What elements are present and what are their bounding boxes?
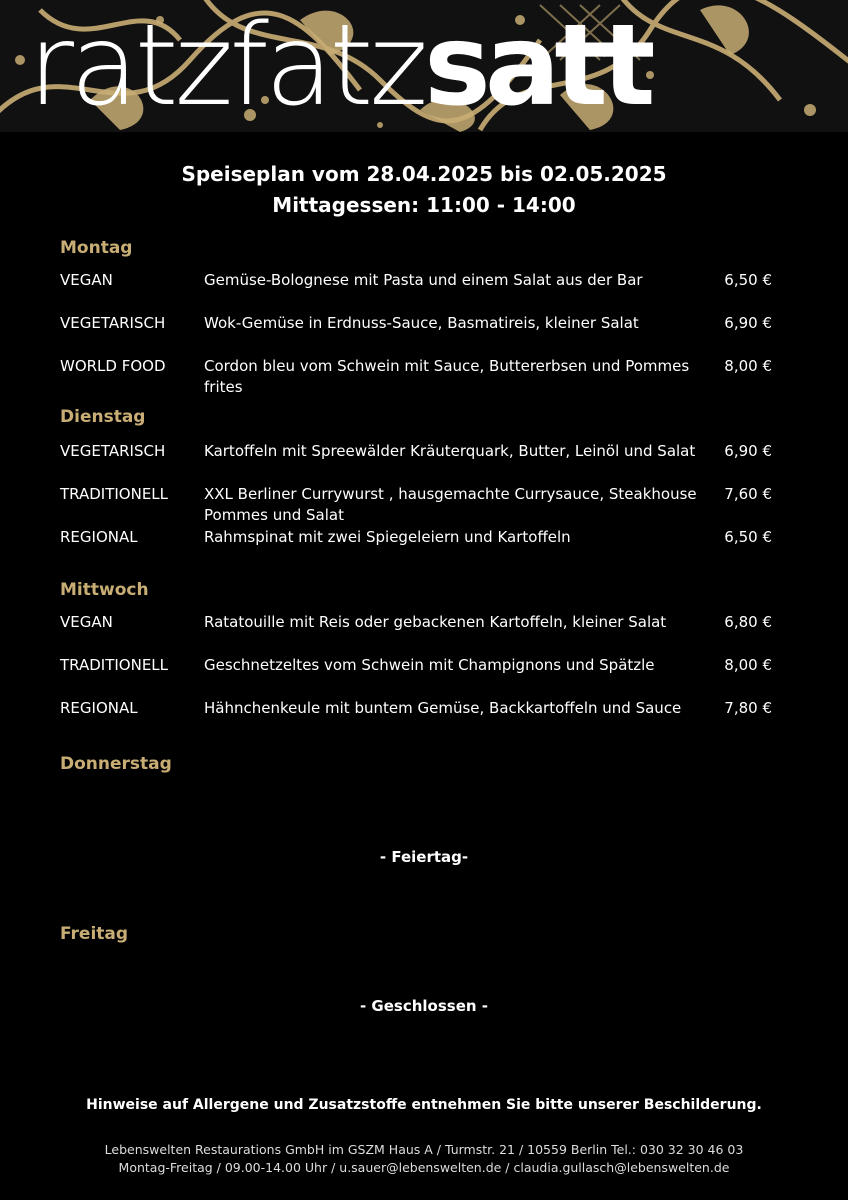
menu-item-category: VEGAN <box>60 613 113 631</box>
menu-item-dish: Wok-Gemüse in Erdnuss-Sauce, Basmatireis, kleiner Salat <box>204 314 639 332</box>
day-heading-thursday: Donnerstag <box>60 754 172 774</box>
brand-logo <box>28 1 650 131</box>
menu-item-price: 6,80 € <box>724 613 772 631</box>
menu-item-category: WORLD FOOD <box>60 357 166 375</box>
day-heading-tuesday: Dienstag <box>60 407 146 427</box>
menu-item-category: TRADITIONELL <box>60 485 169 503</box>
allergen-note: Hinweise auf Allergene und Zusatzstoffe entnehmen Sie bitte unserer Beschilderung. <box>86 1097 762 1113</box>
menu-item-price: 6,90 € <box>724 442 772 460</box>
menu-item-dish: Rahmspinat mit zwei Spiegeleiern und Kartoffeln <box>204 528 571 546</box>
header-banner <box>0 0 848 132</box>
menu-item-price: 6,50 € <box>724 271 772 289</box>
logo-text-satt: satt <box>424 1 650 131</box>
menu-item-dish: Ratatouille mit Reis oder gebackenen Kartoffeln, kleiner Salat <box>204 613 667 631</box>
menu-item-category: VEGETARISCH <box>60 314 166 332</box>
menu-item-category: REGIONAL <box>60 699 138 717</box>
menu-item-price: 8,00 € <box>724 656 772 674</box>
day-heading-wednesday: Mittwoch <box>60 580 149 600</box>
logo-text-ratzfatz: ratzfatz <box>28 1 425 131</box>
menu-item-category: VEGETARISCH <box>60 442 166 460</box>
menu-item-dish: Geschnetzeltes vom Schwein mit Champignons und Spätzle <box>204 656 655 674</box>
menu-item-price: 7,60 € <box>724 485 772 503</box>
day-heading-friday: Freitag <box>60 924 129 944</box>
menu-item-price: 8,00 € <box>724 357 772 375</box>
lunch-hours: Mittagessen: 11:00 - 14:00 <box>272 193 576 217</box>
menu-item-category: REGIONAL <box>60 528 138 546</box>
menu-item-category: VEGAN <box>60 271 113 289</box>
menu-item-dish: XXL Berliner Currywurst , hausgemachte Currysauce, Steakhouse Pommes und Salat <box>204 485 697 524</box>
menu-item-dish: Gemüse-Bolognese mit Pasta und einem Salat aus der Bar <box>204 271 643 289</box>
menu-item-price: 7,80 € <box>724 699 772 717</box>
menu-item-category: TRADITIONELL <box>60 656 169 674</box>
menu-title: Speiseplan vom 28.04.2025 bis 02.05.2025 <box>181 162 667 186</box>
menu-item-price: 6,50 € <box>724 528 772 546</box>
holiday-note: - Feiertag- <box>379 848 469 866</box>
closed-note: - Geschlossen - <box>359 997 489 1015</box>
menu-item-dish: Cordon bleu vom Schwein mit Sauce, Buttererbsen und Pommes frites <box>204 357 690 396</box>
menu-item-dish: Kartoffeln mit Spreewälder Kräuterquark, Butter, Leinöl und Salat <box>204 442 696 460</box>
menu-item-dish: Hähnchenkeule mit buntem Gemüse, Backkartoffeln und Sauce <box>204 699 682 717</box>
opening-hours-contact: Montag-Freitag / 09.00-14.00 Uhr / u.sauer@lebenswelten.de / claudia.gullasch@lebenswelten.de <box>118 1160 730 1175</box>
company-address: Lebenswelten Restaurations GmbH im GSZM Haus A / Turmstr. 21 / 10559 Berlin Tel.: 030 32 30 46 03 <box>104 1142 744 1157</box>
menu-item-price: 6,90 € <box>724 314 772 332</box>
day-heading-monday: Montag <box>60 238 133 258</box>
